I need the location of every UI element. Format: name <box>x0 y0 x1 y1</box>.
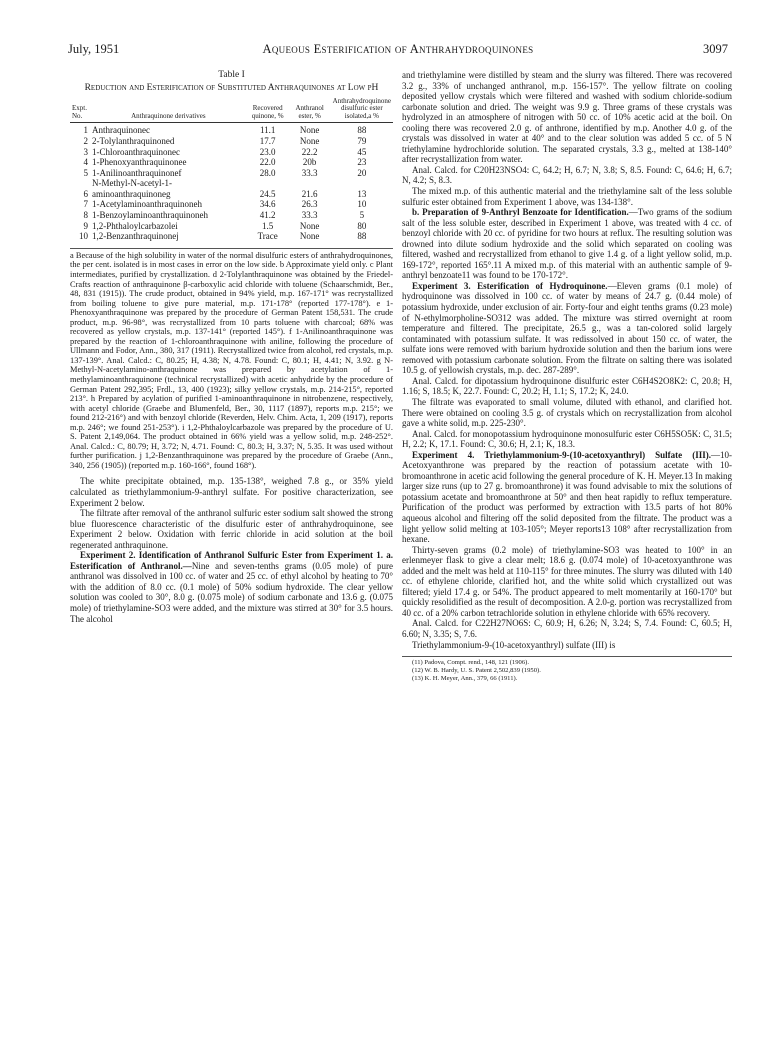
row-derivative: 1,2-Phthaloylcarbazolei <box>92 220 178 231</box>
row-derivative: 1,2-Benzanthraquinonej <box>92 231 179 242</box>
paragraph-text: Anal. Calcd. for monopotassium hydroquinone monosulfuric ester C6H5SO5K: C, 31.5; H, 2.2; K, 17.1. Found: C, 30.6; H, 2.1; K, 18.3. <box>402 428 732 450</box>
row-anthranol: 22.2 <box>301 146 318 157</box>
row-number: 7 <box>83 199 88 210</box>
paragraph-text: Nine and seven-tenths grams (0.05 mole) of pure anthranol was dissolved in 100 cc. of water and 25 cc. of ethyl alcohol by heating to 70° with the addition of 8.0 cc. (0.1 mole) of 50% sodium hydroxide. The clear yellow solution was cooled to 30°, 8.0 g. (0.075 mole) of sodium carbonate and 13.6 g. (0.075 mole) of triethylamine-SO3 were added, and the mixture was stirred at 30° for 3.5 hours. The alcohol <box>70 560 393 624</box>
row-number: 8 <box>83 210 88 221</box>
reference-item: (13) K. H. Meyer, Ann., 379, 66 (1911). <box>412 675 518 683</box>
row-number: 1 <box>83 125 88 136</box>
row-recovered: 17.7 <box>259 135 276 146</box>
results-table <box>70 98 393 242</box>
col-header-recovered: Recovered quinone, % <box>251 104 284 120</box>
row-recovered: 41.2 <box>259 210 276 221</box>
paragraph-text: Thirty-seven grams (0.2 mole) of triethylamine-SO3 was heated to 100° in an erlenmeyer flask to give a clear melt; 18.6 g. (0.074 mole) of 10-acetoxyanthrone was added and the melt was held at 110-115° for three minutes. The slurry was diluted with 140 cc. of ethylene chloride, clarified hot, and the white solid which crystallized out was filtered; yield 17.4 g. or 54%. The product appeared to melt momentarily at 160-170° but quickly resolidified as the result of decomposition. A 2.0-g. portion was recrystallized from 40 cc. of a 20% carbon tetrachloride solution in ethylene chloride with 65% recovery. <box>402 544 732 618</box>
right-body-text <box>402 70 732 650</box>
section-heading: Experiment 2. Identification of Anthranol Sulfuric Ester from Experiment 1. a. Esterification of Anthranol.— <box>70 550 393 571</box>
table-row <box>70 136 393 147</box>
row-derivative: Anthraquinonec <box>92 125 150 136</box>
section-heading: Experiment 3. Esterification of Hydroquinone. <box>412 280 608 291</box>
paragraph <box>402 545 732 619</box>
paragraph <box>70 550 393 624</box>
col-header-no: Expt. No. <box>72 104 87 120</box>
paragraph <box>402 186 732 207</box>
row-disulfuric: 20 <box>357 167 367 178</box>
row-anthranol: None <box>299 135 320 146</box>
paragraph <box>402 207 732 281</box>
section-heading: Experiment 4. Triethylammonium-9-(10-acetoxyanthryl) Sulfate (III). <box>412 449 711 460</box>
row-number: 6 <box>83 188 88 199</box>
row-recovered: 22.0 <box>259 157 276 168</box>
row-disulfuric: 45 <box>357 146 367 157</box>
row-anthranol: None <box>299 125 320 136</box>
paragraph-text: Anal. Calcd. for dipotassium hydroquinone disulfuric ester C6H4S2O8K2: C, 20.8; H, 1.16; S, 18.5; K, 22.7. Found: C, 20.2; H, 1.1; S, 17.2; K, 24.0. <box>402 375 732 397</box>
row-disulfuric: 10 <box>357 199 367 210</box>
paragraph <box>402 618 732 639</box>
row-recovered: 24.5 <box>259 188 276 199</box>
header-title: Aqueous Esterification of Anthrahydroquinones <box>262 42 534 56</box>
table-label: Table I <box>218 70 245 80</box>
table-row <box>70 123 393 136</box>
row-derivative: 2-Tolylanthraquinoned <box>92 135 175 146</box>
table-row <box>70 178 393 199</box>
reference-item: (11) Padova, Compt. rend., 148, 121 (1906). <box>412 659 529 667</box>
paragraph <box>402 429 732 450</box>
col-header-disulfuric: Anthrahydroquinone disulfuric ester isolated,a % <box>332 96 391 120</box>
row-derivative: 1-Phenoxyanthraquinonee <box>92 157 187 168</box>
row-number: 4 <box>83 157 88 168</box>
table-row <box>70 199 393 210</box>
row-anthranol: 21.6 <box>301 188 318 199</box>
row-number: 3 <box>83 146 88 157</box>
row-recovered: 11.1 <box>259 125 276 136</box>
paragraph-text: The white precipitate obtained, m.p. 135-138°, weighed 7.8 g., or 35% yield calculated as triethylammonium-9-anthryl sulfate. For positive characterization, see Experiment 2 below. <box>70 476 393 508</box>
row-recovered: 23.0 <box>259 146 276 157</box>
left-column <box>70 70 393 624</box>
paragraph-text: Anal. Calcd. for C22H27NO6S: C, 60.9; H, 6.26; N, 3.24; S, 7.4. Found: C, 60.5; H, 6.60; N, 3.35; S, 7.6. <box>402 618 732 639</box>
paragraph <box>402 640 732 651</box>
row-anthranol: 26.3 <box>301 199 318 210</box>
paragraph-text: Triethylammonium-9-(10-acetoxyanthryl) sulfate (III) is <box>412 639 616 650</box>
row-recovered: 1.5 <box>262 220 274 231</box>
row-number: 10 <box>79 231 88 242</box>
col-header-derivatives: Anthraquinone derivatives <box>131 111 206 120</box>
section-heading: b. Preparation of 9-Anthryl Benzoate for Identification. <box>412 207 629 218</box>
row-anthranol: 33.3 <box>301 210 318 221</box>
row-disulfuric: 88 <box>357 125 367 136</box>
paragraph <box>402 165 732 186</box>
row-number: 5 <box>83 167 88 178</box>
paragraph-text: The mixed m.p. of this authentic material and the triethylamine salt of the less soluble sulfuric ester obtained from Experiment 1 above, was 134-138°. <box>402 186 732 207</box>
paragraph-text: —Eleven grams (0.1 mole) of hydroquinone was dissolved in 100 cc. of water by means of 24.7 g. (0.44 mole) of potassium hydroxide, under exclusion of air. Forty-four and eight tenths grams (0.23 mole) of N-ethylmorpholine-SO312 was added. The mixture was stirred overnight at room temperature and filtered. The precipitate, 26.5 g., was a tan-colored solid largely contaminated with potassium sulfate. It was redissolved in about 150 cc. of water, the sulfate ions were removed with barium hydroxide solution and then the barium ions were removed with potassium carbonate solution. From the filtrate on salting there was isolated 10.5 g. of yellowish crystals, m.p. dec. 287-289°. <box>402 280 732 376</box>
running-header <box>68 42 728 58</box>
table-row <box>70 210 393 221</box>
row-anthranol: None <box>299 220 320 231</box>
row-derivative: 1-Benzoylaminoanthraquinoneh <box>92 210 208 221</box>
table-row <box>70 157 393 168</box>
paragraph-text: —10-Acetoxyanthrone was prepared by the reaction of potassium acetate with 10-bromoanthrone in acetic acid following the general procedure of K. H. Meyer.13 In making larger size runs (up to 27 g. bromoanthrone) it was found advisable to mix the solutions of potassium acetate and bromoanthrone at 50° and then heat rapidly to reflux temperature. Purification of the product was performed by extraction with 13.5 parts of hot 80% aqueous alcohol and filtering off the solid deposited from the filtrate. The product was a light yellow solid melting at 103-105°; Meyer reports13 108° after recrystallization from hexane. <box>402 449 732 545</box>
table-caption: Reduction and Esterification of Substituted Anthraquinones at Low pH <box>84 82 379 93</box>
paragraph <box>402 397 732 429</box>
paragraph-text: —Two grams of the sodium salt of the less soluble ester, described in Experiment 1 above, was treated with 4 cc. of benzoyl chloride with 20 cc. of pyridine for two hours at reflux. The resulting solution was drowned into dilute sodium hydroxide and the solid which separated on cooling was filtered, washed and recrystallized from ethanol to give 1.4 g. of a light yellow solid, m.p. 169-172°, reported 165°.11 A mixed m.p. of this material with an authentic sample of 9-anthryl benzoate11 was found to be 170-172°. <box>402 207 733 281</box>
paragraph <box>402 70 732 165</box>
header-date: July, 1951 <box>68 42 120 56</box>
table-row <box>70 168 393 179</box>
table-row <box>70 221 393 232</box>
reference-list <box>402 656 732 684</box>
row-disulfuric: 5 <box>359 210 365 221</box>
row-number: 9 <box>83 220 88 231</box>
col-header-anthranol: Anthranol ester, % <box>295 104 324 120</box>
row-anthranol: 20b <box>302 157 317 168</box>
table-footnotes: a Because of the high solubility in water of the normal disulfuric esters of anthrahydroquinones, the per cent. isolated is in most cases in error on the low side. b Approximate yield only. c Plant intermediates, purified by crystallization. d 2-Tolylanthraquinone was obtained by the Friedel-Crafts reaction of anthraquinone β-carboxylic acid chloride with toluene (Schaarschmidt, Ber., 48, 831 (1915)). The crude product, obtained in 94% yield, m.p. 167-171° was recrystallized from boiling toluene to give pure material, m.p. 171-178° (reported 177-178°). e 1-Phenoxyanthraquinone was prepared by the procedure of German Patent 158,531. The crude product, m.p. 96-98°, was recrystallized from 10 parts toluene with charcoal; 68% was recovered as yellow crystals, m.p. 137-141° (reported 145°). f 1-Anilinoanthraquinone was prepared by the reaction of 1-chloroanthraquinone with aniline, following the procedure of Ullmann and Fodor, Ann., 380, 317 (1911). Recrystallized twice from alcohol, red crystals, m.p. 137-139°. Anal. Calcd.: C, 80.25; H, 4.38; N, 4.78. Found: C, 80.1; H, 4.41; N, 3.92. g N-Methyl-N-acetylamino-anthraquinone was prepared by acetylation of 1-methylaminoanthraquinone (technical recrystallized) with acetic anhydride by the procedure of German Patent 292,395; Frdl., 13, 400 (1923); silky yellow crystals, m.p. 214-215°, reported 213°. h Prepared by acylation of purified 1-aminoanthraquinone in nitrobenzene, respectively, with acetyl chloride (Graebe and Blumenfeld, Ber., 30, 1117 (1897), reports m.p. 215°; we found 212-216°) and with benzoyl chloride (Reverden, Helv. Chim. Acta, 1, 209 (1917), reports m.p. 246°; we found 251-253°). i 1,2-Phthaloylcarbazole was prepared by the procedure of U. S. Patent 2,149,064. The product obtained in 66% yield was a yellow solid, m.p. 248-252°. Anal. Calcd.: C, 80.79; H, 3.72; N, 4.71. Found: C, 80.3; H, 3.37; N, 5.35. It was used without further purification. j 1,2-Benzanthraquinone was prepared by the procedure of Graebe (Ann., 340, 256 (1905)) (reported m.p. 160-166°, found 168°). <box>70 248 393 471</box>
row-number: 2 <box>83 135 88 146</box>
paragraph <box>70 476 393 508</box>
paragraph-text: The filtrate was evaporated to small volume, diluted with ethanol, and clarified hot. There were obtained on cooling 3.5 g. of crystals which on recrystallization from alcohol gave a white solid, m.p. 225-230°. <box>402 396 732 429</box>
paragraph-text: The filtrate after removal of the anthranol sulfuric ester sodium salt showed the strong blue fluorescence characteristic of the disulfuric ester of anthrahydroquinone, see Experiment 2 below. Oxidation with ferric chloride in acid solution at the boil regenerated anthraquinone. <box>70 508 393 550</box>
table-header-row <box>70 98 393 123</box>
row-derivative: 1-Chloroanthraquinonec <box>92 146 180 157</box>
row-disulfuric: 79 <box>357 135 367 146</box>
row-disulfuric: 13 <box>357 188 367 199</box>
table-row <box>70 147 393 158</box>
row-derivative: 1-Anilinoanthraquinonef <box>92 167 182 178</box>
paragraph <box>70 508 393 550</box>
row-anthranol: None <box>299 231 320 242</box>
row-recovered: 28.0 <box>259 167 276 178</box>
left-body-text <box>70 476 393 624</box>
page-number: 3097 <box>703 42 728 56</box>
row-disulfuric: 80 <box>357 220 367 231</box>
table-row <box>70 231 393 242</box>
row-recovered: Trace <box>257 231 278 242</box>
paragraph <box>402 281 732 376</box>
right-column <box>402 70 732 684</box>
row-recovered: 34.6 <box>259 199 276 210</box>
row-derivative: N-Methyl-N-acetyl-1-aminoanthraquinoneg <box>92 178 172 199</box>
row-derivative: 1-Acetylaminoanthraquinoneh <box>92 199 202 210</box>
row-disulfuric: 88 <box>357 231 367 242</box>
paragraph-text: and triethylamine were distilled by steam and the slurry was filtered. There was recovered 3.2 g., 33% of unchanged anthranol, m.p. 156-157°. The yellow filtrate on cooling deposited yellow crystals which were filtered and washed with sodium chloride-sodium carbonate solution and dried. The weight was 9.9 g. Three grams of these crystals was hydrolyzed in an atmosphere of nitrogen with 50 cc. of 10% acetic acid at the boil. On cooling there was recovered 2.0 g. of anthrone, identified by m.p. Another 4.0 g. of the crystals was dissolved in water at 40° and to the clear solution was added 5 cc. of 5 N triethylamine hydrochloride solution. The separated crystals, 3.3 g., melted at 138-140° after recrystallization from water. <box>402 70 732 165</box>
paragraph <box>402 376 732 397</box>
row-anthranol: 33.3 <box>301 167 318 178</box>
reference-item: (12) W. B. Hardy, U. S. Patent 2,502,839 (1950). <box>412 667 541 675</box>
paragraph <box>402 450 732 545</box>
row-disulfuric: 23 <box>357 157 367 168</box>
paragraph-text: Anal. Calcd. for C20H23NSO4: C, 64.2; H, 6.7; N, 3.8; S, 8.5. Found: C, 64.6; H, 6.7; N, 4.2; S, 8.3. <box>402 164 732 186</box>
